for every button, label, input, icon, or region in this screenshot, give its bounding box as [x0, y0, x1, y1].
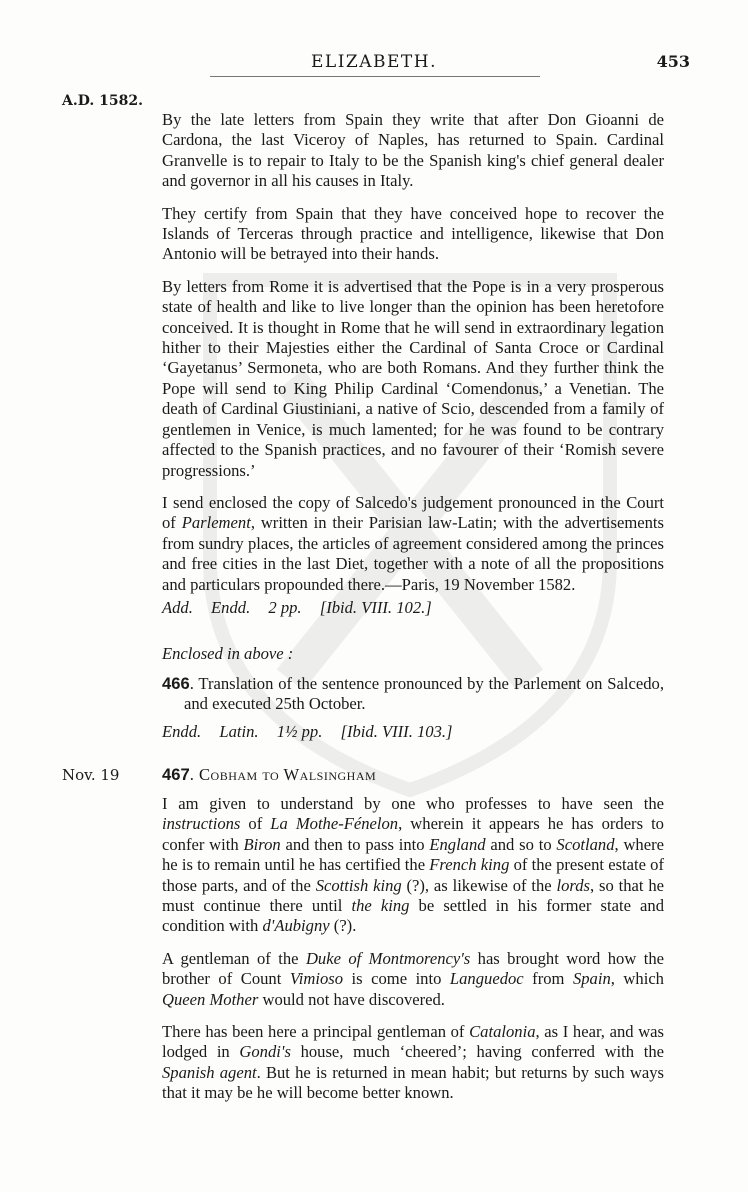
text-run-italic: Spain	[572, 969, 611, 989]
text-run: (?).	[329, 916, 357, 936]
text-run-italic: Languedoc	[449, 969, 524, 989]
letter-467-title: . Cobham to Walsingham	[189, 765, 377, 784]
enclosure-meta	[162, 722, 664, 742]
text-run-italic: lords	[556, 875, 591, 895]
text-run-italic: Catalonia	[469, 1022, 536, 1042]
meta-ref: [Ibid. VIII. 103.]	[340, 722, 453, 741]
text-run: . But he is returned in mean habit; but returns by such ways that it may be he will become better known.	[162, 1062, 664, 1103]
text-run: has brought word how the brother of Count	[162, 948, 664, 989]
text-run: , wherein it appears he has orders to confer with	[162, 814, 664, 854]
letter-465-paragraph: By the late letters from Spain they write that after Don Gioanni de Cardona, the last Viceroy of Naples, has returned to Spain. Cardinal Granvelle is to repair to Italy to be the Spanish king's chief general dealer and governor in all his causes in Italy.	[162, 110, 664, 191]
page-header	[0, 52, 748, 78]
letter-467-paragraph	[162, 1022, 664, 1104]
letter-465-meta	[162, 598, 664, 618]
letter-465-paragraph: They certify from Spain that they have conceived hope to recover the Islands of Terceras through practice and intelligence, likewise that Don Antonio will be betrayed into their hands.	[162, 203, 664, 264]
text-run: I am given to understand by one who professes to have seen the	[162, 794, 664, 813]
text-run-italic: Parlement	[181, 513, 251, 533]
text-run: There has been here a principal gentleman of	[162, 1022, 470, 1042]
text-run: and so to	[485, 834, 557, 854]
meta-endd: Endd.	[211, 598, 251, 617]
text-run: house, much ‘cheered’; having conferred with the	[290, 1042, 664, 1062]
margin-year: A.D. 1582.	[62, 93, 143, 109]
text-run: , so that he must continue there until	[162, 875, 665, 916]
text-run: of the present estate of those parts, and of the	[162, 855, 664, 895]
meta-pages: 2 pp.	[268, 598, 302, 617]
text-run-italic: French king	[429, 855, 510, 875]
text-run-italic: Duke of Montmorency's	[305, 948, 471, 968]
enclosure-label: Enclosed in above :	[162, 644, 294, 663]
meta-ref: [Ibid. VIII. 102.]	[319, 598, 432, 617]
text-run: of	[240, 814, 271, 834]
page-number: 453	[656, 52, 690, 71]
text-run: , where he is to remain until he has certified the	[162, 834, 664, 875]
text-run-italic: Queen Mother	[162, 989, 259, 1009]
text-run: from	[523, 969, 573, 989]
letter-465-body	[162, 110, 664, 607]
letter-465-paragraph: By letters from Rome it is advertised that the Pope is in a very prosperous state of health and like to live longer than the opinion has been heretofore conceived. It is thought in Rome that he will send in extraordinary legation hither to their Majesties either the Cardinal of Santa Croce or Cardinal ‘Gayetanus’ Sermoneta, who are both Romans. And they further think the Pope will send to King Philip Cardinal ‘Comendonus,’ a Venetian. The death of Cardinal Giustiniani, a native of Scio, descended from a family of gentlemen in Venice, is much lamented; for he was found to be contrary affected to the Spanish practices, and no favourer of their ‘Romish severe progressions.’	[162, 276, 664, 480]
meta-endd: Endd.	[162, 722, 202, 741]
letter-465-paragraph-enclosure	[162, 493, 664, 595]
meta-pages: 1½ pp.	[276, 722, 323, 741]
running-head: ELIZABETH.	[311, 52, 437, 72]
text-run-italic: Gondi's	[239, 1042, 291, 1062]
text-run: , written in their Parisian law-Latin; with the advertisements from sundry places, the articles of agreement considered among the princes and free cities in the last Diet, together with a note of all the propositions and particulars propounded there.—Paris, 19 November 1582.	[162, 513, 664, 594]
text-run-italic: Vimioso	[289, 969, 344, 989]
enclosure-text: . Translation of the sentence pronounced by the Parlement on Salcedo, and executed 25th October.	[184, 674, 664, 714]
text-run-italic: Scotland	[556, 834, 615, 854]
text-run: A gentleman of the	[162, 948, 306, 968]
text-run: (?), as likewise of the	[401, 875, 557, 895]
header-rule	[210, 76, 540, 77]
text-run-italic: instructions	[162, 814, 241, 834]
text-run-italic: d'Aubigny	[262, 916, 330, 936]
enclosure-466	[162, 674, 664, 727]
text-run-italic: Scottish king	[315, 875, 402, 895]
enclosure-paragraph	[162, 674, 664, 715]
text-run: be settled in his former state and condition with	[162, 896, 665, 936]
letter-467-body	[162, 794, 664, 1116]
text-run-italic: England	[429, 834, 486, 854]
letter-467-paragraph	[162, 794, 664, 937]
text-run: I send enclosed the copy of Salcedo's judgement pronounced in the Court of	[162, 492, 664, 533]
item-number: 467	[162, 765, 190, 784]
meta-lang: Latin.	[219, 722, 259, 741]
text-run-italic: the king	[351, 896, 410, 916]
meta-add: Add.	[162, 598, 193, 617]
margin-date-467: Nov. 19	[62, 766, 120, 784]
text-run-italic: La Mothe-Fénelon	[270, 814, 399, 834]
letter-467-paragraph	[162, 949, 664, 1010]
text-run-italic: Biron	[243, 834, 281, 854]
text-run: would not have discovered.	[258, 989, 445, 1009]
item-number: 466	[162, 674, 190, 693]
text-run: and then to pass into	[280, 834, 430, 854]
text-run: , which	[610, 969, 664, 989]
text-run: is come into	[343, 969, 450, 989]
text-run-italic: Spanish agent	[162, 1062, 257, 1082]
letter-467-heading	[162, 765, 664, 785]
text-run: , as I hear, and was lodged in	[162, 1022, 665, 1062]
